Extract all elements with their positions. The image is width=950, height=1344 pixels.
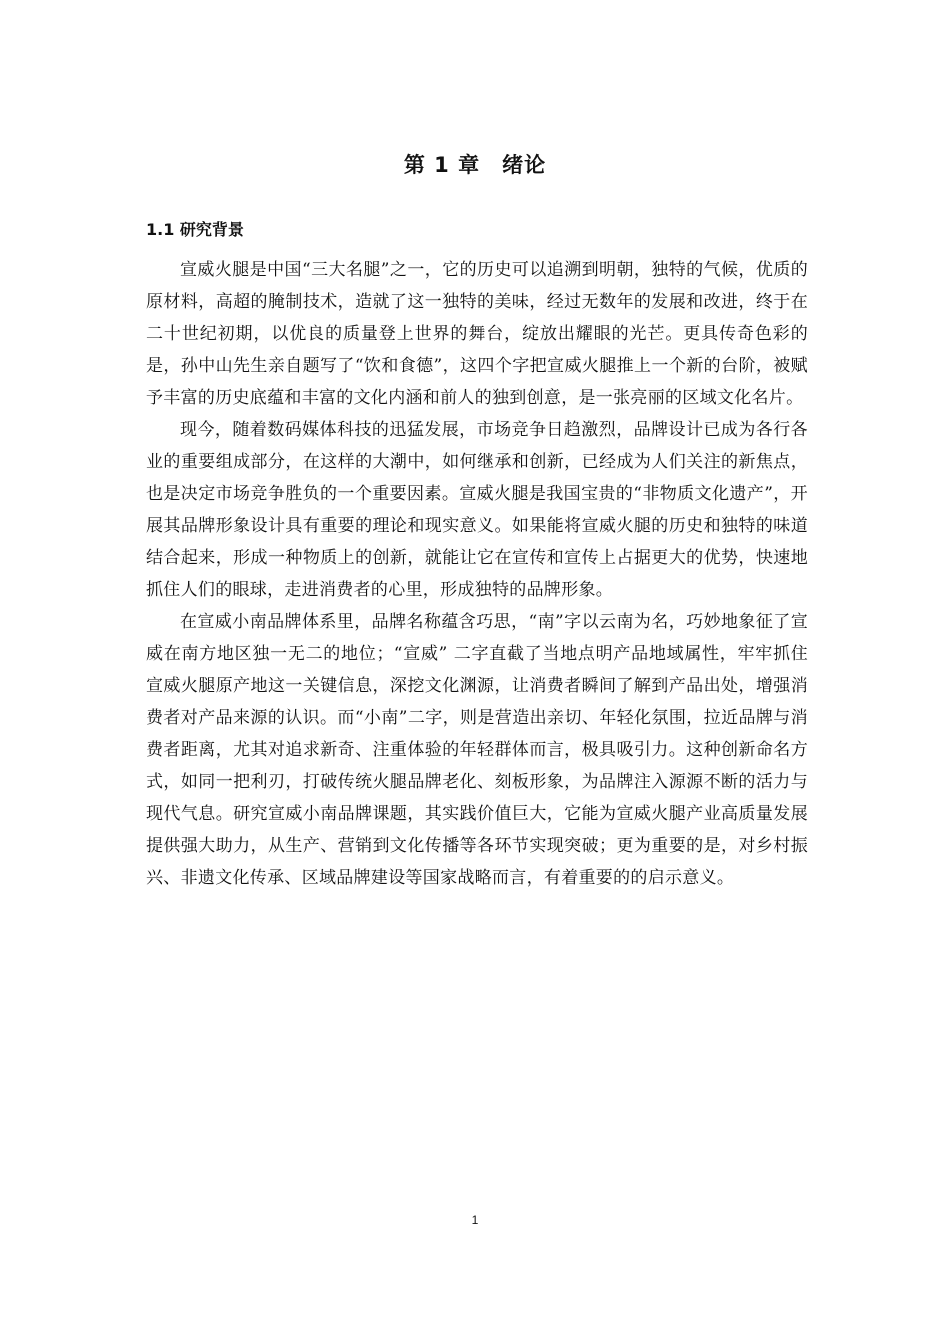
- chapter-title: [0, 150, 950, 180]
- page-number: 1: [471, 1213, 479, 1227]
- paragraph: 现今，随着数码媒体科技的迅猛发展，市场竞争日趋激烈，品牌设计已成为各行各业的重要组成部分，在这样的大潮中，如何继承和创新，已经成为人们关注的新焦点，也是决定市场竞争胜负的一个重要因素。宣威火腿是我国宝贵的“非物质文化遗产”，开展其品牌形象设计具有重要的理论和现实意义。如果能将宣威火腿的历史和独特的味道结合起来，形成一种物质上的创新，就能让它在宣传和宣传上占据更大的优势，快速地抓住人们的眼球，走进消费者的心里，形成独特的品牌形象。: [146, 420, 808, 600]
- chapter-number: 第 1 章: [403, 153, 481, 177]
- paragraph: 在宣威小南品牌体系里，品牌名称蕴含巧思，“南”字以云南为名，巧妙地象征了宣威在南方地区独一无二的地位；“宣威” 二字直截了当地点明产品地域属性，牢牢抓住宣威火腿原产地这一关键信息，深挖文化渊源，让消费者瞬间了解到产品出处，增强消费者对产品来源的认识。而“小南”二字，则是营造出亲切、年轻化氛围，拉近品牌与消费者距离，尤其对追求新奇、注重体验的年轻群体而言，极具吸引力。这种创新命名方式，如同一把利刃，打破传统火腿品牌老化、刻板形象，为品牌注入源源不断的活力与现代气息。研究宣威小南品牌课题，其实践价值巨大，它能为宣威火腿产业高质量发展提供强大助力，从生产、营销到文化传播等各环节实现突破；更为重要的是，对乡村振兴、非遗文化传承、区域品牌建设等国家战略而言，有着重要的的启示意义。: [146, 612, 808, 888]
- chapter-name: 绪论: [502, 153, 547, 177]
- body-text: [146, 254, 808, 894]
- paragraph: 宣威火腿是中国“三大名腿”之一，它的历史可以追溯到明朝，独特的气候，优质的原材料，高超的腌制技术，造就了这一独特的美味，经过无数年的发展和改进，终于在二十世纪初期，以优良的质量登上世界的舞台，绽放出耀眼的光芒。更具传奇色彩的是，孙中山先生亲自题写了“饮和食德”，这四个字把宣威火腿推上一个新的台阶，被赋予丰富的历史底蕴和丰富的文化内涵和前人的独到创意，是一张亮丽的区域文化名片。: [146, 260, 808, 408]
- section-heading: 1.1 研究背景: [146, 220, 244, 239]
